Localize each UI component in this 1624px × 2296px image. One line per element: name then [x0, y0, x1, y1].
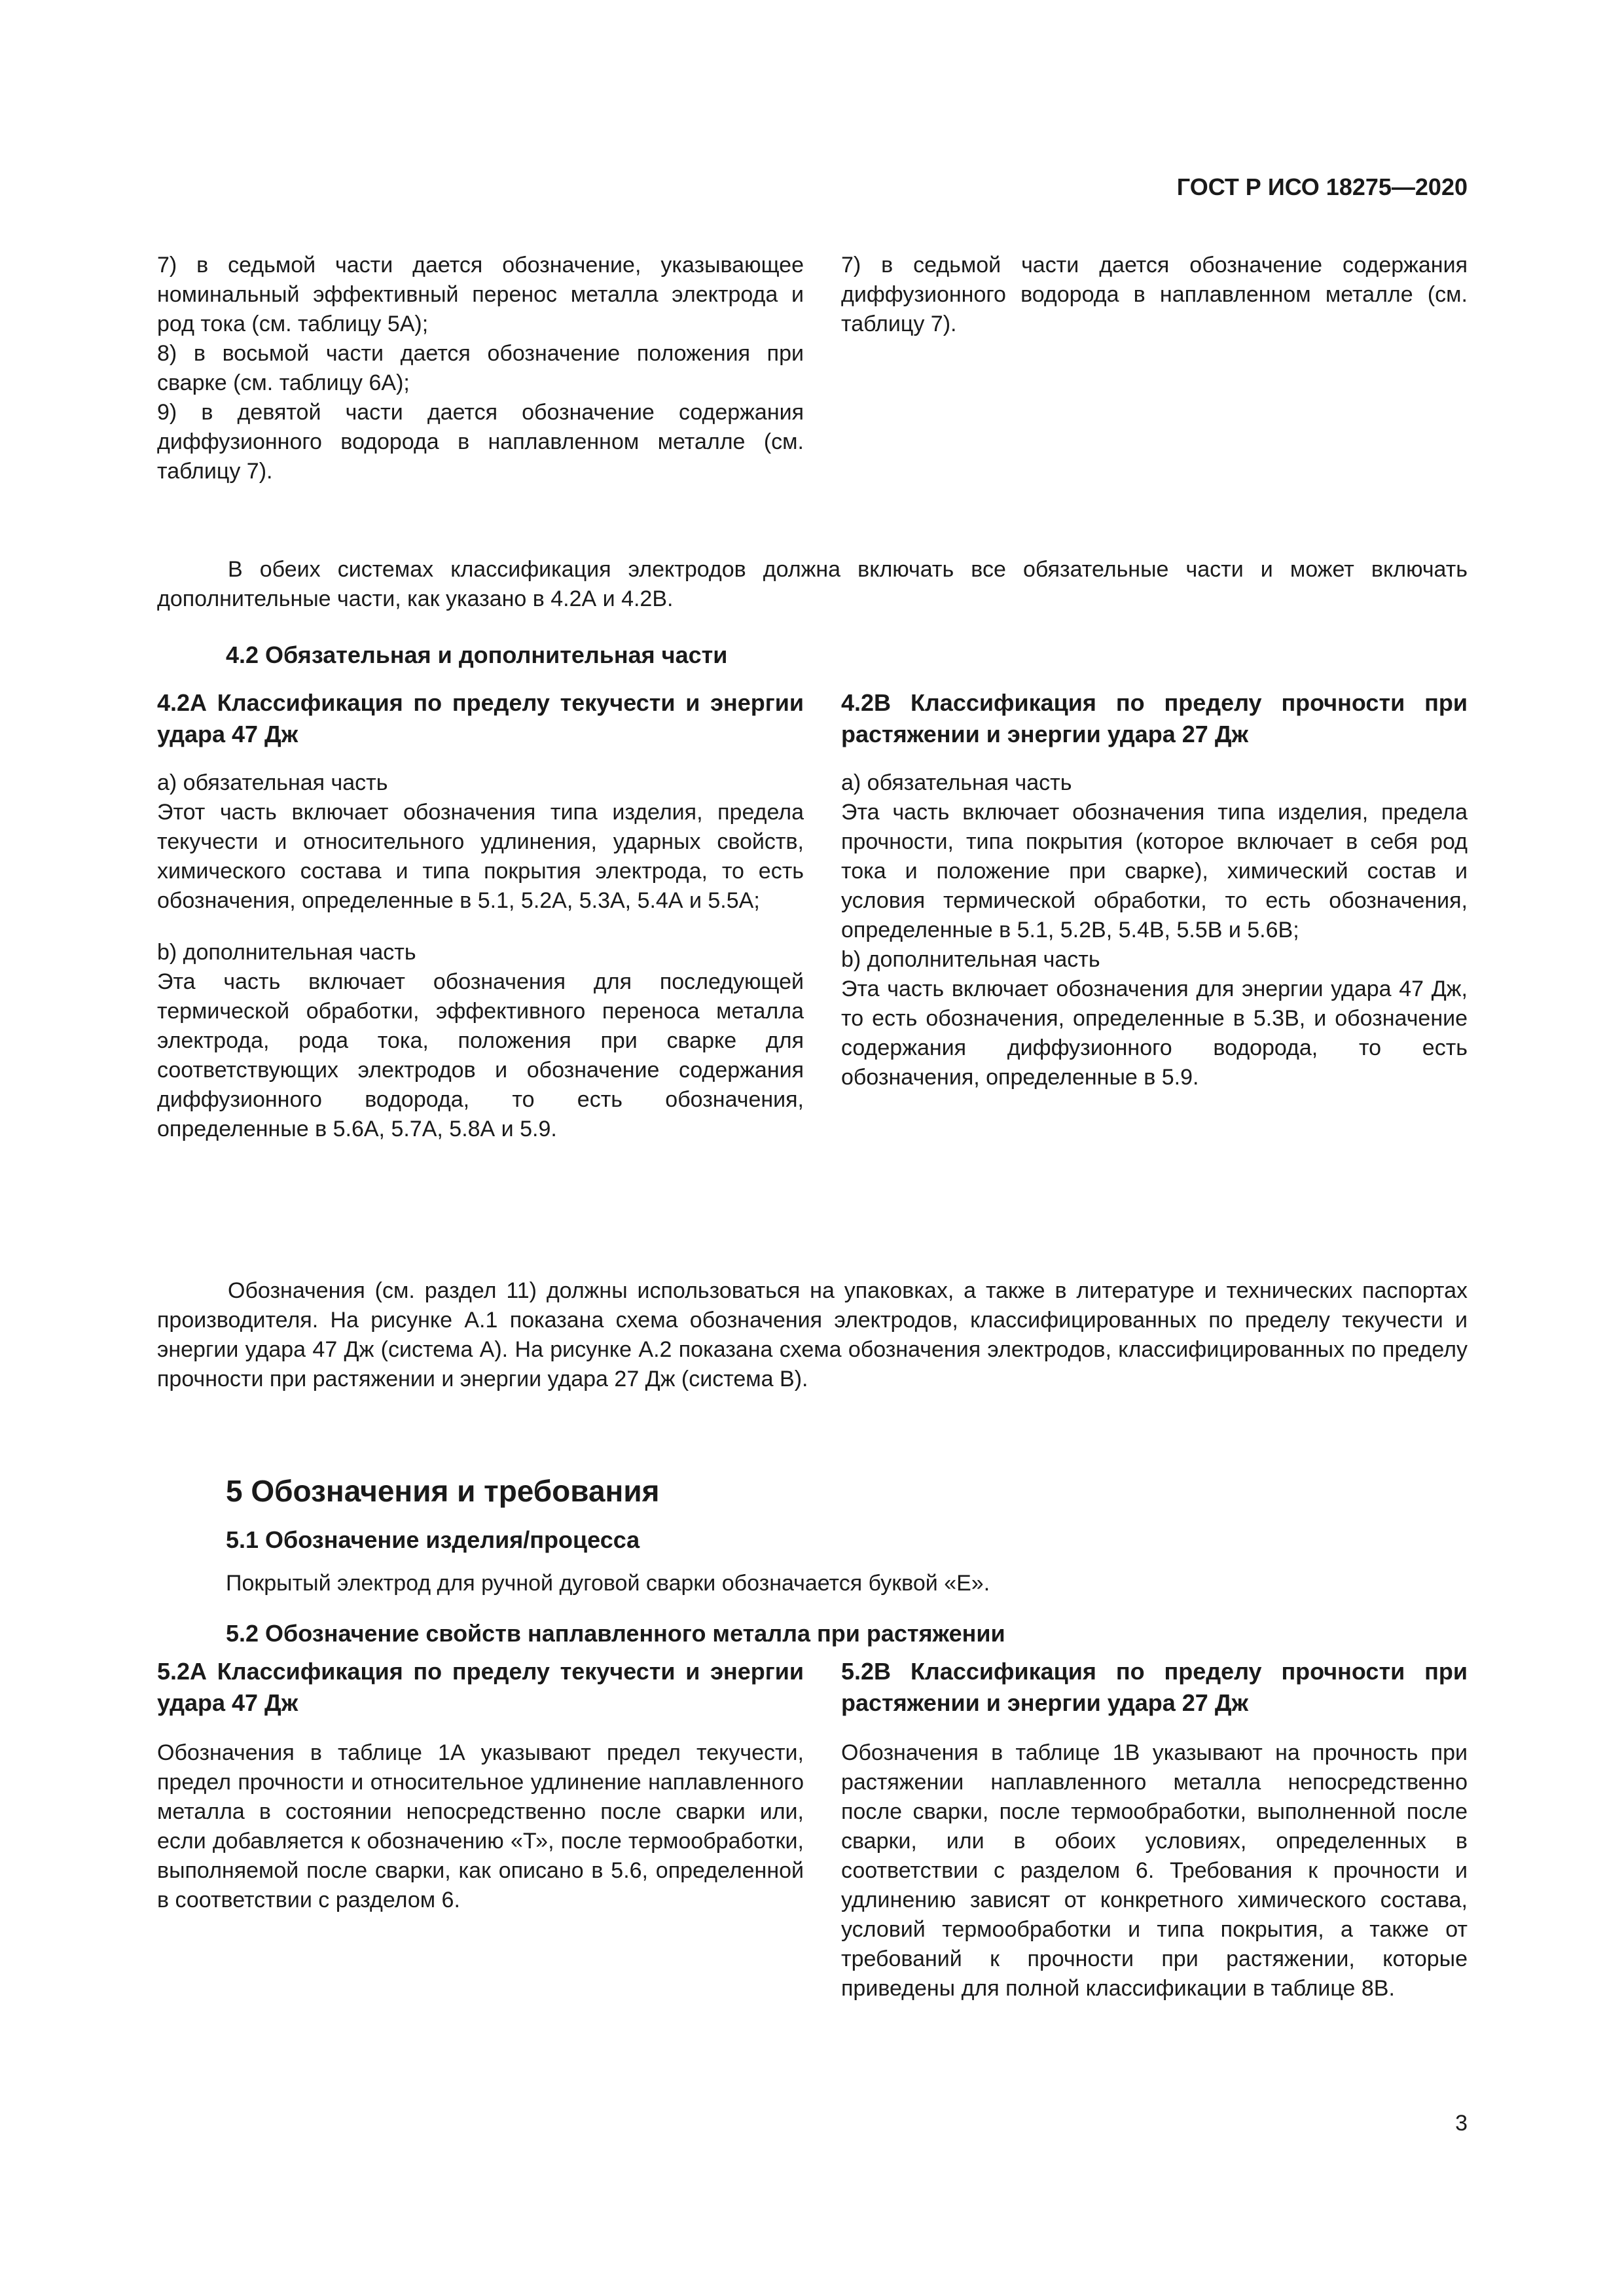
optional-text: Эта часть включает обозначения для энергии удара 47 Дж, то есть обозначения, определенные в 5.3В, и обозначение содержания диффузионного водорода, то есть обозначения, определенные в 5.9.	[841, 977, 1468, 1090]
page-number: 3	[1455, 2111, 1468, 2136]
section-5-2-title: 5.2 Обозначение свойств наплавленного металла при растяжении	[226, 1620, 1005, 1647]
mandatory-label: а) обязательная часть	[841, 770, 1072, 795]
section-5-title: 5 Обозначения и требования	[226, 1474, 660, 1508]
mandatory-text: Этот часть включает обозначения типа изделия, предела текучести и относительного удлинения, ударных свойств, химического состава и типа покрытия электрода, то есть обозначения, определенные в 5.1, 5.2А, 5.3А, 5.4А и 5.5А;	[157, 800, 804, 913]
optional-label: b) дополнительная часть	[157, 940, 416, 965]
section-4-2b-heading: 4.2В Классификация по пределу прочности при растяжении и энергии удара 27 Дж	[841, 689, 1468, 747]
list-item: 7) в седьмой части дается обозначение содержания диффузионного водорода в наплавленном металле (см. таблицу 7).	[841, 253, 1468, 336]
mandatory-text: Эта часть включает обозначения типа изделия, предела прочности, типа покрытия (которое включает в себя род тока и положение при сварке), химический состав и условия термической обработки, то есть обозначения, определенные в 5.1, 5.2В, 5.4В, 5.5В и 5.6В;	[841, 800, 1468, 942]
section-5-2b-text: Обозначения в таблице 1В указывают на прочность при растяжении наплавленного металла непосредственно после сварки, после термообработки, выполненной после сварки, или в обоих условиях, определенных в соответствии с разделом 6. Требования к прочности и удлинению зависят от конкретного химического состава, условий термообработки и типа покрытия, а также от требований к прочности при растяжении, которые приведены для полной классификации в таблице 8В.	[841, 1740, 1468, 2001]
optional-label: b) дополнительная часть	[841, 947, 1100, 972]
section-4-2a-heading: 4.2А Классификация по пределу текучести и энергии удара 47 Дж	[157, 689, 804, 747]
section-5-2b	[841, 1656, 1468, 2003]
list-item: 7) в седьмой части дается обозначение, указывающее номинальный эффективный перенос металла электрода и род тока (см. таблицу 5А);	[157, 253, 804, 336]
section-4-2b	[841, 687, 1468, 1092]
intro-paragraph: В обеих системах классификация электродов должна включать все обязательные части и может включать дополнительные части, как указано в 4.2А и 4.2В.	[157, 557, 1468, 611]
list-item: 8) в восьмой части дается обозначение положения при сварке (см. таблицу 6А);	[157, 341, 804, 395]
section-5-2a	[157, 1656, 804, 1915]
document-id: ГОСТ Р ИСО 18275—2020	[1176, 173, 1468, 200]
list-item: 9) в девятой части дается обозначение содержания диффузионного водорода в наплавленном металле (см. таблицу 7).	[157, 400, 804, 484]
section-5-2b-heading: 5.2В Классификация по пределу прочности при растяжении и энергии удара 27 Дж	[841, 1658, 1468, 1716]
section-5-2a-text: Обозначения в таблице 1А указывают предел текучести, предел прочности и относительное удлинение наплавленного металла в состоянии непосредственно после сварки или, если добавляется к обозначению «Т», после термообработки, выполняемой после сварки, как описано в 5.6, определенной в соответствии с разделом 6.	[157, 1740, 804, 1912]
top-left-column	[157, 251, 804, 486]
section-4-2a	[157, 687, 804, 1144]
section-5-1-text: Покрытый электрод для ручной дуговой сварки обозначается буквой «Е».	[226, 1571, 990, 1596]
section-4-2-title: 4.2 Обязательная и дополнительная части	[226, 641, 728, 668]
section-4-2-closing-paragraph: Обозначения (см. раздел 11) должны использоваться на упаковках, а также в литературе и технических паспортах производителя. На рисунке А.1 показана схема обозначения электродов, классифицированных по пределу текучести и энергии удара 47 Дж (система А). На рисунке А.2 показана схема обозначения электродов, классифицированных по пределу прочности при растяжении и энергии удара 27 Дж (система В).	[157, 1278, 1468, 1391]
section-5-1-title: 5.1 Обозначение изделия/процесса	[226, 1526, 640, 1553]
section-5-2a-heading: 5.2А Классификация по пределу текучести и энергии удара 47 Дж	[157, 1658, 804, 1716]
optional-text: Эта часть включает обозначения для последующей термической обработки, эффективного переноса металла электрода, рода тока, положения при сварке для соответствующих электродов и обозначение содержания диффузионного водорода, то есть обозначения, определенные в 5.6А, 5.7А, 5.8А и 5.9.	[157, 969, 804, 1141]
mandatory-label: а) обязательная часть	[157, 770, 388, 795]
top-right-column	[841, 251, 1468, 339]
